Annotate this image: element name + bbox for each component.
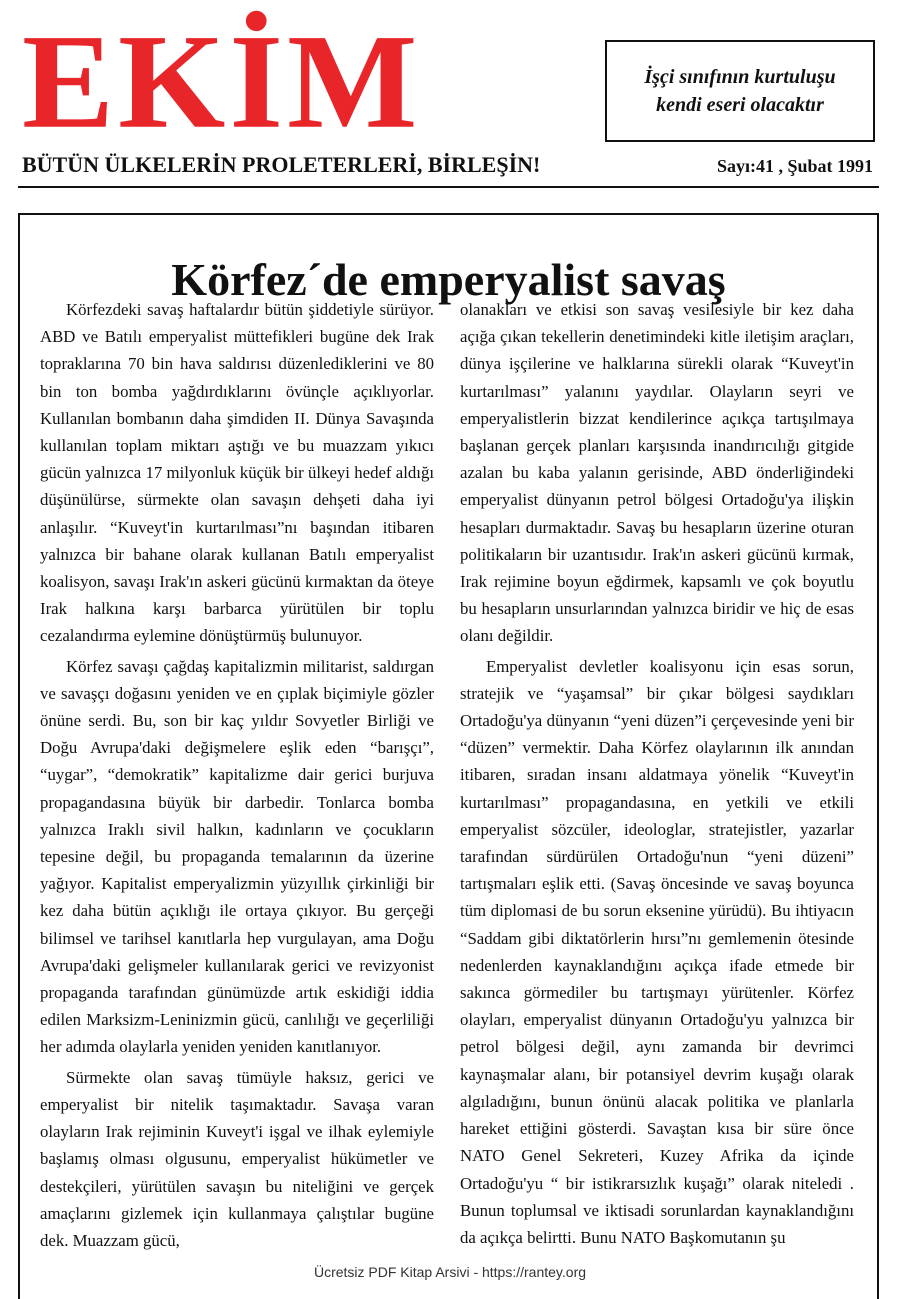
paragraph: Emperyalist devletler koalisyonu için esas sorun, stratejik ve “yaşamsal” bir çıkar bölgesi saydıkları Ortadoğu'ya dünyanın “yeni düzen”i çerçevesinde yeni bir “düzen” vermektir. Daha Körfez olaylarının ilk anından itibaren, sıradan insanı aldatmaya yönelik “Kuveyt'in kurtarılması” propagandasına, en yetkili ve etkili emperyalist sözcüler, ideologlar, stratejistler, yazarlar tarafından sürdürülen Ortadoğu'nun “yeni düzeni” tartışmaları eşlik etti. (Savaş öncesinde ve savaş boyunca tüm diplomasi de bu sorun eksenine yürüdü). Bu ihtiyacın “Saddam gibi diktatörlerin hırsı”nı gemlemenin ötesinde nedenlerden kaynaklandığını açıkça ifade etmede bir sakınca görmediler bu tartışmayı yürütenler. Körfez olayları, emperyalist dünyanın Ortadoğu'yu yalnızca bir petrol bölgesi değil, aynı zamanda bir devrimci kaynaşmalar alanı, bir potansiyel devrim kuşağı olarak algıladığını, bunun önünü alacak politika ve planlarla hareket ettiğini gösterdi. Savaştan kısa bir süre önce NATO Genel Sekreteri, Kuzey Afrika da içinde Ortadoğu'yu “ bir istikrarsızlık kuşağı” olarak niteledi . Bunun toplumsal ve iktisadi sorunlardan kaynaklandığını da açıkça belirtti. Bunu NATO Başkomutanın şu — [460, 656, 854, 1247]
article-column-left — [40, 296, 434, 1254]
paragraph: Sürmekte olan savaş tümüyle haksız, gerici ve emperyalist bir nitelik taşımaktadır. Savaşa varan olayların Irak rejiminin Kuveyt'i işgal ve ilhak eylemiyle başlamış olması olgusunu, emperyalist hükümetler ve destekçileri, yürütülen savaşın bu niteliğini ve gerçek amaçlarını gizlemek için kullanmaya çalıştılar bugüne dek. Muazzam gücü, — [40, 1067, 434, 1250]
paragraph: Körfez savaşı çağdaş kapitalizmin militarist, saldırgan ve savaşçı doğasını yeniden ve en çıplak biçimiyle gözler önüne serdi. Bu, son bir kaç yıldır Sovyetler Birliği ve Doğu Avrupa'daki değişmelere eşlik eden “barışçı”, “uygar”, “demokratik” kapitalizme dair gerici burjuva propagandasına büyük bir darbedir. Tonlarca bomba yalnızca Iraklı sivil halkın, kadınların ve çocukların tepesine değil, bu propaganda temalarının da üzerine yağıyor. Kapitalist emperyalizmin yüzyıllık çirkinliği bir kez daha bütün açıklığı ile ortaya çıkıyor. Bu gerçeği bilimsel ve tarihsel kanıtlarla hep vurgulayan, ama Doğu Avrupa'daki gelişmeler kullanılarak gerici ve revizyonist propaganda tarafından günümüzde artık eskidiği iddia edilen Marksizm-Leninizmin gücü, canlılığı ve geçerliliği her adımda olaylarla yeniden yeniden kanıtlanıyor. — [40, 656, 434, 1057]
footer-watermark: Ücretsiz PDF Kitap Arsivi - https://rantey.org — [313, 1264, 587, 1280]
paragraph: Körfezdeki savaş haftalardır bütün şiddetiyle sürüyor. ABD ve Batılı emperyalist müttefikleri bugüne dek Irak topraklarına 70 bin hava saldırısı düzenlediklerini ve 80 bin ton bomba yağdırdıklarını övünçle açıklıyorlar. Kullanılan bombanın daha şimdiden II. Dünya Savaşında kullanılan toplam miktarı aştığı ve bu muazzam yıkıcı gücün yalnızca 17 milyonluk küçük bir ülkeyi hedef aldığı düşünülürse, sürmekte olan savaşın dehşeti daha iyi anlaşılır. “Kuveyt'in kurtarılması”nı başından itibaren yalnızca bir bahane olarak kullanan Batılı emperyalist koalisyon, savaşı Irak'ın askeri gücünü kırmaktan da öteye Irak halkına karşı barbarca yürütülen bir toplu cezalandırma eylemine dönüştürmüş bulunuyor. — [40, 300, 434, 646]
motto-box — [605, 40, 875, 142]
masthead-logo: EKİM — [22, 6, 422, 157]
motto-line-1: İşçi sınıfının kurtuluşu — [644, 66, 836, 88]
slogan: BÜTÜN ÜLKELERİN PROLETERLERİ, BİRLEŞİN! — [22, 152, 541, 177]
slogan-bar — [22, 152, 877, 178]
issue-info: Sayı:41 , Şubat 1991 — [716, 156, 873, 176]
motto-line-2: kendi eseri olacaktır — [656, 94, 824, 116]
article-column-right — [460, 296, 854, 1251]
article-headline: Körfez´de emperyalist savaş — [171, 253, 726, 305]
masthead-rule — [18, 186, 879, 188]
paragraph: olanakları ve etkisi son savaş vesilesiyle bir kez daha açığa çıkan tekellerin denetimindeki kitle iletişim araçları, dünya işçilerine ve halklarına sürekli olarak “Kuveyt'in kurtarılması” yalanını yaydılar. Olayların seyri ve emperyalistlerin bizzat kendilerince açıkça tartışılmaya başlanan gerçek planları karşısında inandırıcılığı gitgide azalan bu kaba yalanın gerisinde, ABD önderliğindeki emperyalist dünyanın petrol bölgesi Ortadoğu'ya ilişkin hesapları durmaktadır. Savaş bu hesapların üzerine oturan politikaların bir uzantısıdır. Irak'ın askeri gücünü kırmak, Irak rejimine boyun eğdirmek, kapsamlı ve çok boyutlu bu hesapların unsurlarından yalnızca biridir ve hiç de esas olanı değildir. — [460, 300, 854, 646]
